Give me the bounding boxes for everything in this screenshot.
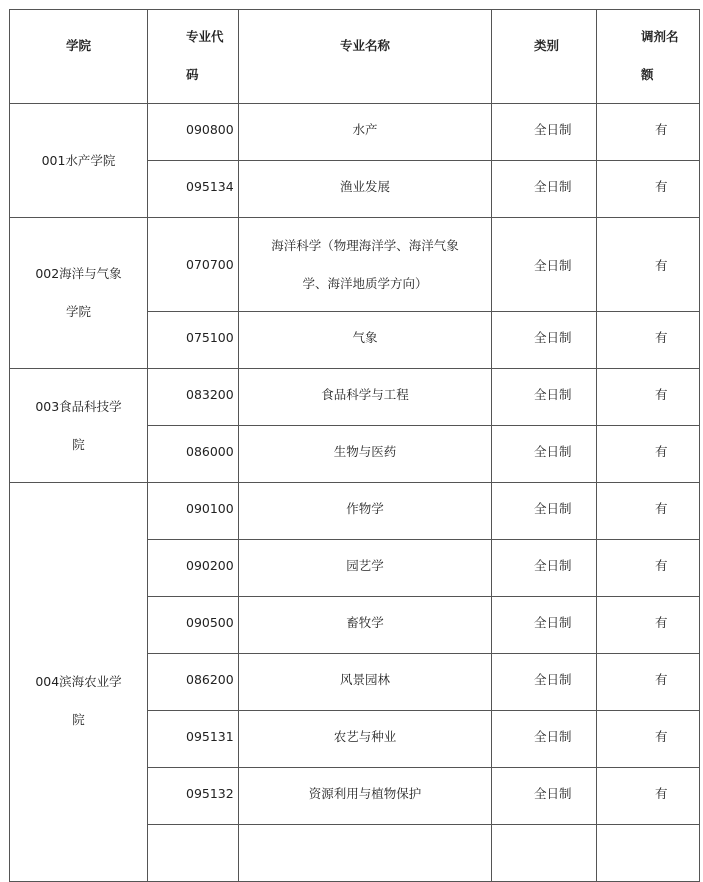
code-cell: 095131 — [148, 711, 239, 768]
college-cell — [10, 369, 148, 483]
name-cell: 园艺学 — [239, 540, 492, 597]
quota-cell: 有 — [597, 312, 700, 369]
name-cell — [239, 825, 492, 882]
code-cell: 090200 — [148, 540, 239, 597]
category-cell: 全日制 — [492, 161, 597, 218]
name-cell: 作物学 — [239, 483, 492, 540]
college-line2: 院 — [72, 436, 85, 452]
category-cell: 全日制 — [492, 540, 597, 597]
college-line1: 002海洋与气象 — [35, 266, 122, 281]
quota-cell: 有 — [597, 597, 700, 654]
name-cell: 生物与医药 — [239, 426, 492, 483]
header-name: 专业名称 — [239, 10, 492, 104]
quota-cell: 有 — [597, 483, 700, 540]
college-line1: 004滨海农业学 — [35, 674, 122, 689]
code-cell: 090100 — [148, 483, 239, 540]
code-cell: 095134 — [148, 161, 239, 218]
college-cell: 001水产学院 — [10, 104, 148, 218]
name-cell — [239, 218, 492, 312]
table-row — [10, 104, 700, 161]
category-cell: 全日制 — [492, 654, 597, 711]
category-cell: 全日制 — [492, 483, 597, 540]
name-line2: 学、海洋地质学方向） — [302, 275, 428, 291]
header-code-line1: 专业代 — [186, 29, 224, 44]
name-cell: 农艺与种业 — [239, 711, 492, 768]
table-row — [10, 483, 700, 540]
code-cell: 095132 — [148, 768, 239, 825]
quota-cell — [597, 825, 700, 882]
category-cell: 全日制 — [492, 104, 597, 161]
table-row — [10, 369, 700, 426]
quota-cell: 有 — [597, 540, 700, 597]
header-category: 类别 — [492, 10, 597, 104]
code-cell: 070700 — [148, 218, 239, 312]
quota-cell: 有 — [597, 711, 700, 768]
college-line1: 003食品科技学 — [35, 398, 122, 414]
quota-cell: 有 — [597, 161, 700, 218]
name-cell: 畜牧学 — [239, 597, 492, 654]
header-quota-line2: 额 — [641, 67, 654, 82]
code-cell: 086000 — [148, 426, 239, 483]
college-line2: 院 — [72, 712, 85, 727]
quota-cell: 有 — [597, 426, 700, 483]
code-cell: 090500 — [148, 597, 239, 654]
code-cell: 086200 — [148, 654, 239, 711]
quota-cell: 有 — [597, 104, 700, 161]
name-cell: 气象 — [239, 312, 492, 369]
code-cell: 075100 — [148, 312, 239, 369]
category-cell: 全日制 — [492, 369, 597, 426]
category-cell: 全日制 — [492, 597, 597, 654]
category-cell — [492, 825, 597, 882]
category-cell: 全日制 — [492, 426, 597, 483]
code-cell — [148, 825, 239, 882]
quota-cell: 有 — [597, 768, 700, 825]
college-cell — [10, 218, 148, 369]
table-row — [10, 218, 700, 312]
header-quota — [597, 10, 700, 104]
header-quota-line1: 调剂名 — [641, 29, 679, 44]
name-cell: 资源利用与植物保护 — [239, 768, 492, 825]
name-cell: 渔业发展 — [239, 161, 492, 218]
admission-table — [9, 9, 700, 882]
name-cell: 水产 — [239, 104, 492, 161]
category-cell: 全日制 — [492, 312, 597, 369]
category-cell: 全日制 — [492, 218, 597, 312]
quota-cell: 有 — [597, 369, 700, 426]
header-code-line2: 码 — [186, 67, 199, 82]
name-cell: 风景园林 — [239, 654, 492, 711]
quota-cell: 有 — [597, 218, 700, 312]
category-cell: 全日制 — [492, 711, 597, 768]
college-cell — [10, 483, 148, 882]
name-cell: 食品科学与工程 — [239, 369, 492, 426]
header-college: 学院 — [10, 10, 148, 104]
college-line2: 学院 — [65, 304, 91, 319]
name-line1: 海洋科学（物理海洋学、海洋气象 — [271, 237, 459, 253]
header-code — [148, 10, 239, 104]
code-cell: 083200 — [148, 369, 239, 426]
header-row — [10, 10, 700, 104]
quota-cell: 有 — [597, 654, 700, 711]
category-cell: 全日制 — [492, 768, 597, 825]
code-cell: 090800 — [148, 104, 239, 161]
